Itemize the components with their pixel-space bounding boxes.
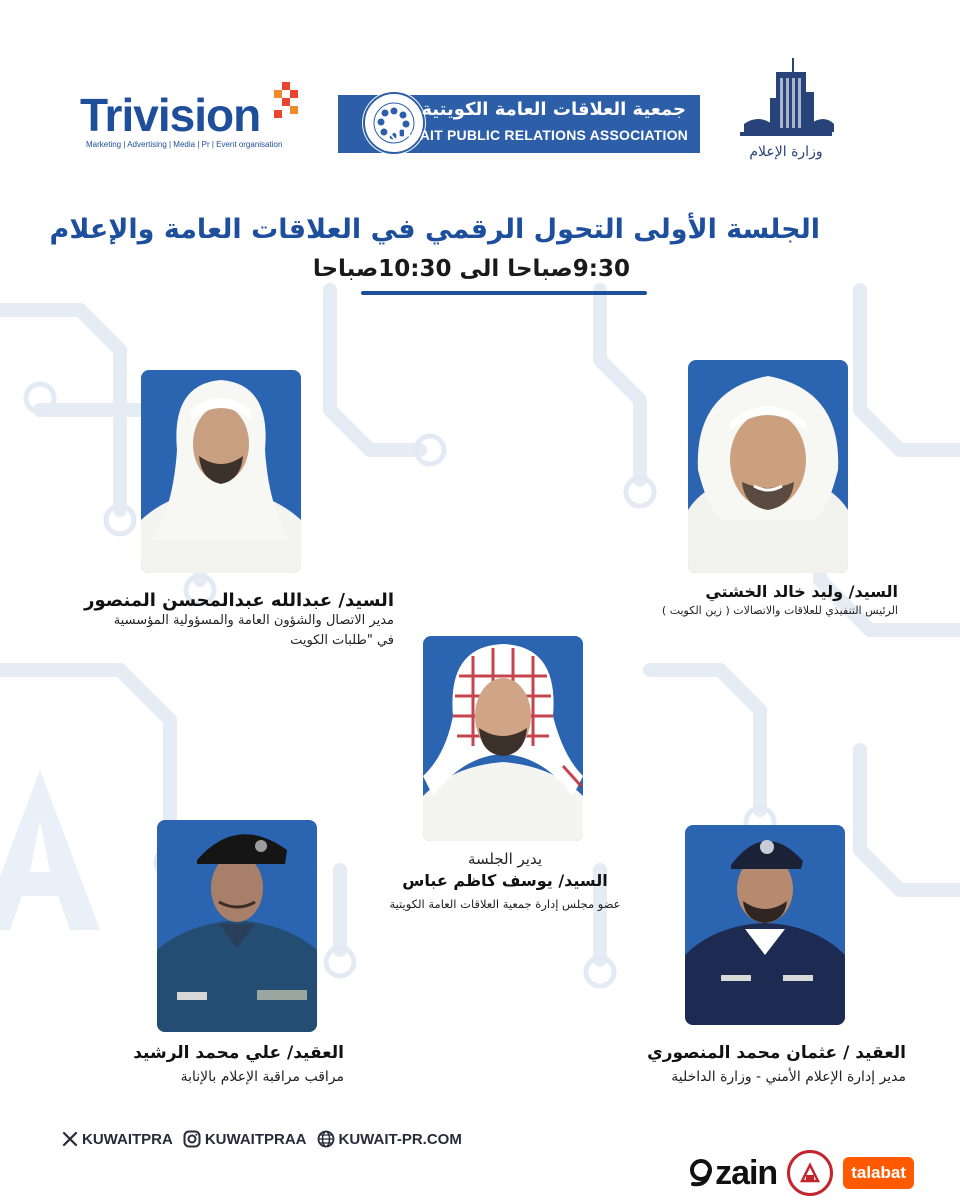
trivision-wordmark: Trivision — [80, 89, 261, 141]
speaker-photo-othman — [685, 825, 845, 1025]
website-link[interactable] — [317, 1130, 462, 1148]
x-handle: KUWAITPRA — [82, 1130, 173, 1148]
speaker-role: عضو مجلس إدارة جمعية العلاقات العامة الكويتية — [389, 897, 621, 911]
speaker-card-yousef — [380, 850, 630, 914]
speaker-name: العقيد / عثمان محمد المنصوري — [647, 1043, 906, 1063]
social-links — [62, 1130, 462, 1148]
instagram-handle: KUWAITPRAA — [204, 1130, 307, 1148]
speaker-name: السيد/ يوسف كاظم عباس — [402, 871, 608, 890]
kpra-name-english: KUWAIT PUBLIC RELATIONS ASSOCIATION — [386, 127, 688, 143]
session-time: 9:30صباحا الى 10:30صباحا — [312, 256, 630, 282]
talabat-logo: talabat — [843, 1157, 914, 1189]
zain-swirl-icon — [687, 1158, 715, 1188]
sponsor-logos — [687, 1150, 914, 1196]
speaker-photo-abdullah — [141, 370, 301, 573]
trivision-logo — [70, 78, 302, 154]
alsayer-emblem-icon — [796, 1159, 824, 1187]
speaker-portrait-image — [423, 636, 583, 841]
speaker-portrait-image — [157, 820, 317, 1032]
trivision-pixel-icon — [268, 82, 300, 126]
x-link[interactable] — [62, 1131, 173, 1148]
kpra-name-arabic: جمعية العلاقات العامة الكويتية — [421, 99, 686, 120]
session-title: الجلسة الأولى التحول الرقمي في العلاقات العامة والإعلام — [49, 214, 820, 245]
speaker-photo-ali — [157, 820, 317, 1032]
website-url: KUWAIT-PR.COM — [338, 1130, 462, 1148]
x-icon — [62, 1131, 78, 1147]
speaker-name: العقيد/ علي محمد الرشيد — [133, 1043, 344, 1063]
time-underline — [361, 291, 647, 295]
kpra-emblem-icon — [362, 91, 426, 155]
instagram-link[interactable] — [183, 1130, 307, 1148]
speaker-photo-yousef — [423, 636, 583, 841]
speaker-role: مراقب مراقبة الإعلام بالإنابة — [180, 1069, 344, 1085]
speaker-photo-waleed — [688, 360, 848, 573]
ministry-name: وزارة الإعلام — [749, 144, 823, 160]
speaker-role-line2: في "طلبات الكويت — [290, 633, 394, 648]
instagram-icon — [183, 1130, 201, 1148]
speaker-role: مدير إدارة الإعلام الأمني - وزارة الداخلية — [671, 1069, 906, 1085]
speaker-name: السيد/ وليد خالد الخشتي — [705, 582, 898, 601]
speaker-card-waleed — [662, 582, 898, 621]
moderator-label: يدير الجلسة — [467, 850, 543, 868]
globe-icon — [317, 1130, 335, 1148]
speaker-role-line1: مدير الاتصال والشؤون العامة والمسؤولية المؤسسية — [113, 613, 394, 628]
alsayer-logo — [787, 1150, 833, 1196]
speaker-portrait-image — [141, 370, 301, 573]
kpra-logo — [338, 95, 700, 153]
trivision-tagline: Marketing | Advertising | Media | Pr | Event organisation — [86, 140, 283, 149]
speaker-card-abdullah — [84, 590, 394, 651]
speaker-portrait-image — [688, 360, 848, 573]
speaker-name: السيد/ عبدالله عبدالمحسن المنصور — [84, 590, 394, 611]
speaker-card-ali — [133, 1040, 344, 1088]
speaker-role: الرئيس التنفيذي للعلاقات والاتصالات ( زين الكويت ) — [661, 604, 898, 617]
zain-wordmark: zain — [715, 1153, 778, 1192]
ministry-tower-icon — [736, 58, 836, 148]
speaker-card-othman — [647, 1040, 906, 1088]
zain-logo — [687, 1154, 777, 1193]
ministry-of-information-logo — [736, 58, 836, 168]
speaker-portrait-image — [685, 825, 845, 1025]
